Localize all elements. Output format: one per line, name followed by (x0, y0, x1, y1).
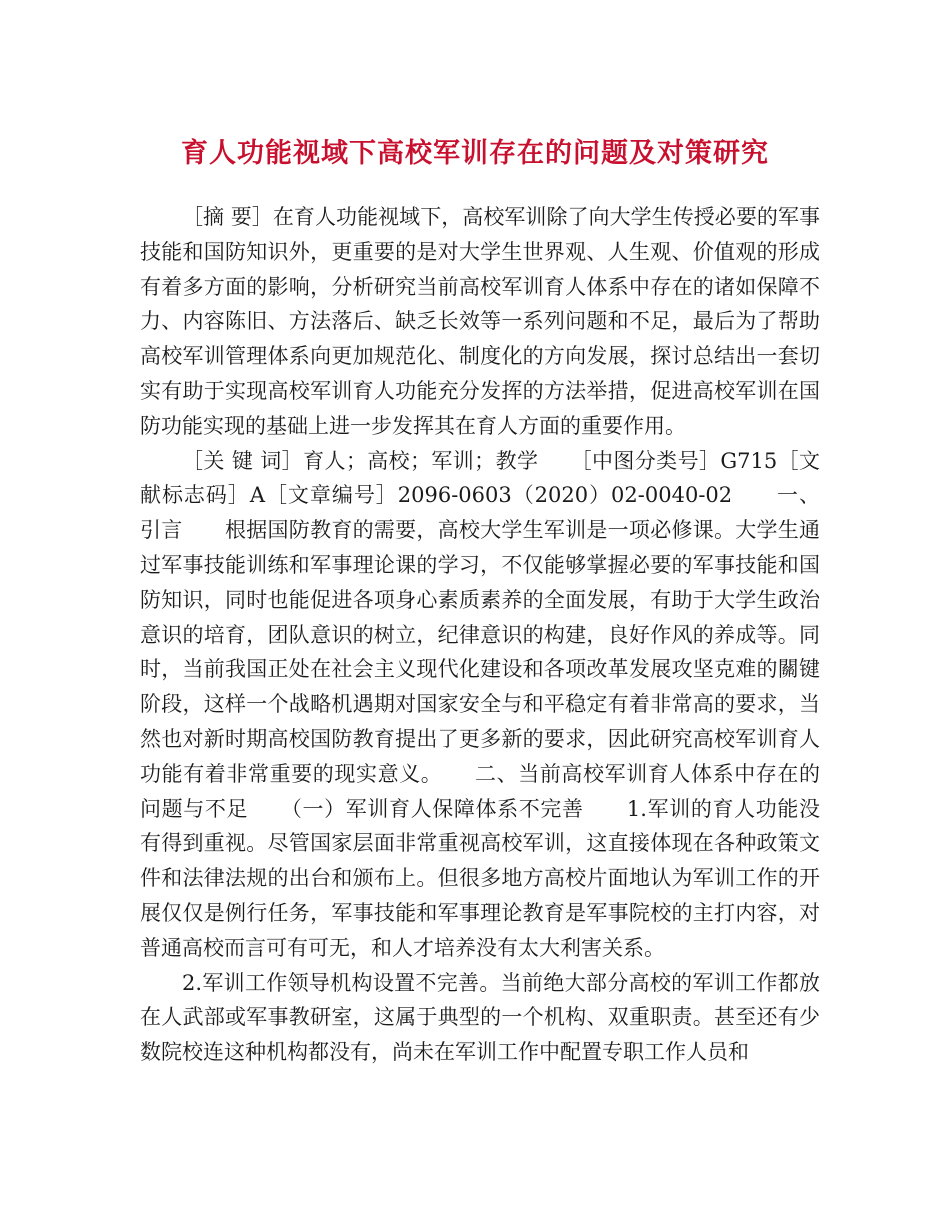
keywords-intro-paragraph: ［关 键 词］育人；高校；军训；教学 ［中图分类号］G715［文献标志码］A［文章编号］2096-0603（2020）02-0040-02 一、引言 根据国防教育的需要，高校大学生军训是一项必修课。大学生通过军事技能训练和军事理论课的学习，不仅能够掌握必要的军事技能和国防知识，同时也能促进各项身心素质素养的全面发展，有助于大学生政治意识的培育，团队意识的树立，纪律意识的构建，良好作风的养成等。同时，当前我国正处在社会主义现代化建设和各项改革发展攻坚克难的關键阶段，这样一个战略机遇期对国家安全与和平稳定有着非常高的要求，当然也对新时期高校国防教育提出了更多新的要求，因此研究高校军训育人功能有着非常重要的现实意义。 二、当前高校军训育人体系中存在的问题与不足 （一）军训育人保障体系不完善 1.军训的育人功能没有得到重视。尽管国家层面非常重视高校军训，这直接体现在各种政策文件和法律法规的出台和颁布上。但很多地方高校片面地认为军训工作的开展仅仅是例行任务，军事技能和军事理论教育是军事院校的主打内容，对普通高校而言可有可无，和人才培养没有太大利害关系。 (140, 448, 820, 960)
document-body (140, 200, 820, 1070)
document-title: 育人功能视域下高校军训存在的问题及对策研究 (181, 138, 769, 169)
body-paragraph: 2.军训工作领导机构设置不完善。当前绝大部分高校的军训工作都放在人武部或军事教研室，这属于典型的一个机构、双重职责。甚至还有少数院校连这种机构都没有，尚未在军训工作中配置专职工作人员和 (140, 970, 820, 1065)
abstract-paragraph: ［摘 要］在育人功能视域下，高校军训除了向大学生传授必要的军事技能和国防知识外，更重要的是对大学生世界观、人生观、价值观的形成有着多方面的影响，分析研究当前高校军训育人体系中存在的诸如保障不力、内容陈旧、方法落后、缺乏长效等一系列问题和不足，最后为了帮助高校军训管理体系向更加规范化、制度化的方向发展，探讨总结出一套切实有助于实现高校军训育人功能充分发挥的方法举措，促进高校军训在国防功能实现的基础上进一步发挥其在育人方面的重要作用。 (140, 205, 820, 438)
